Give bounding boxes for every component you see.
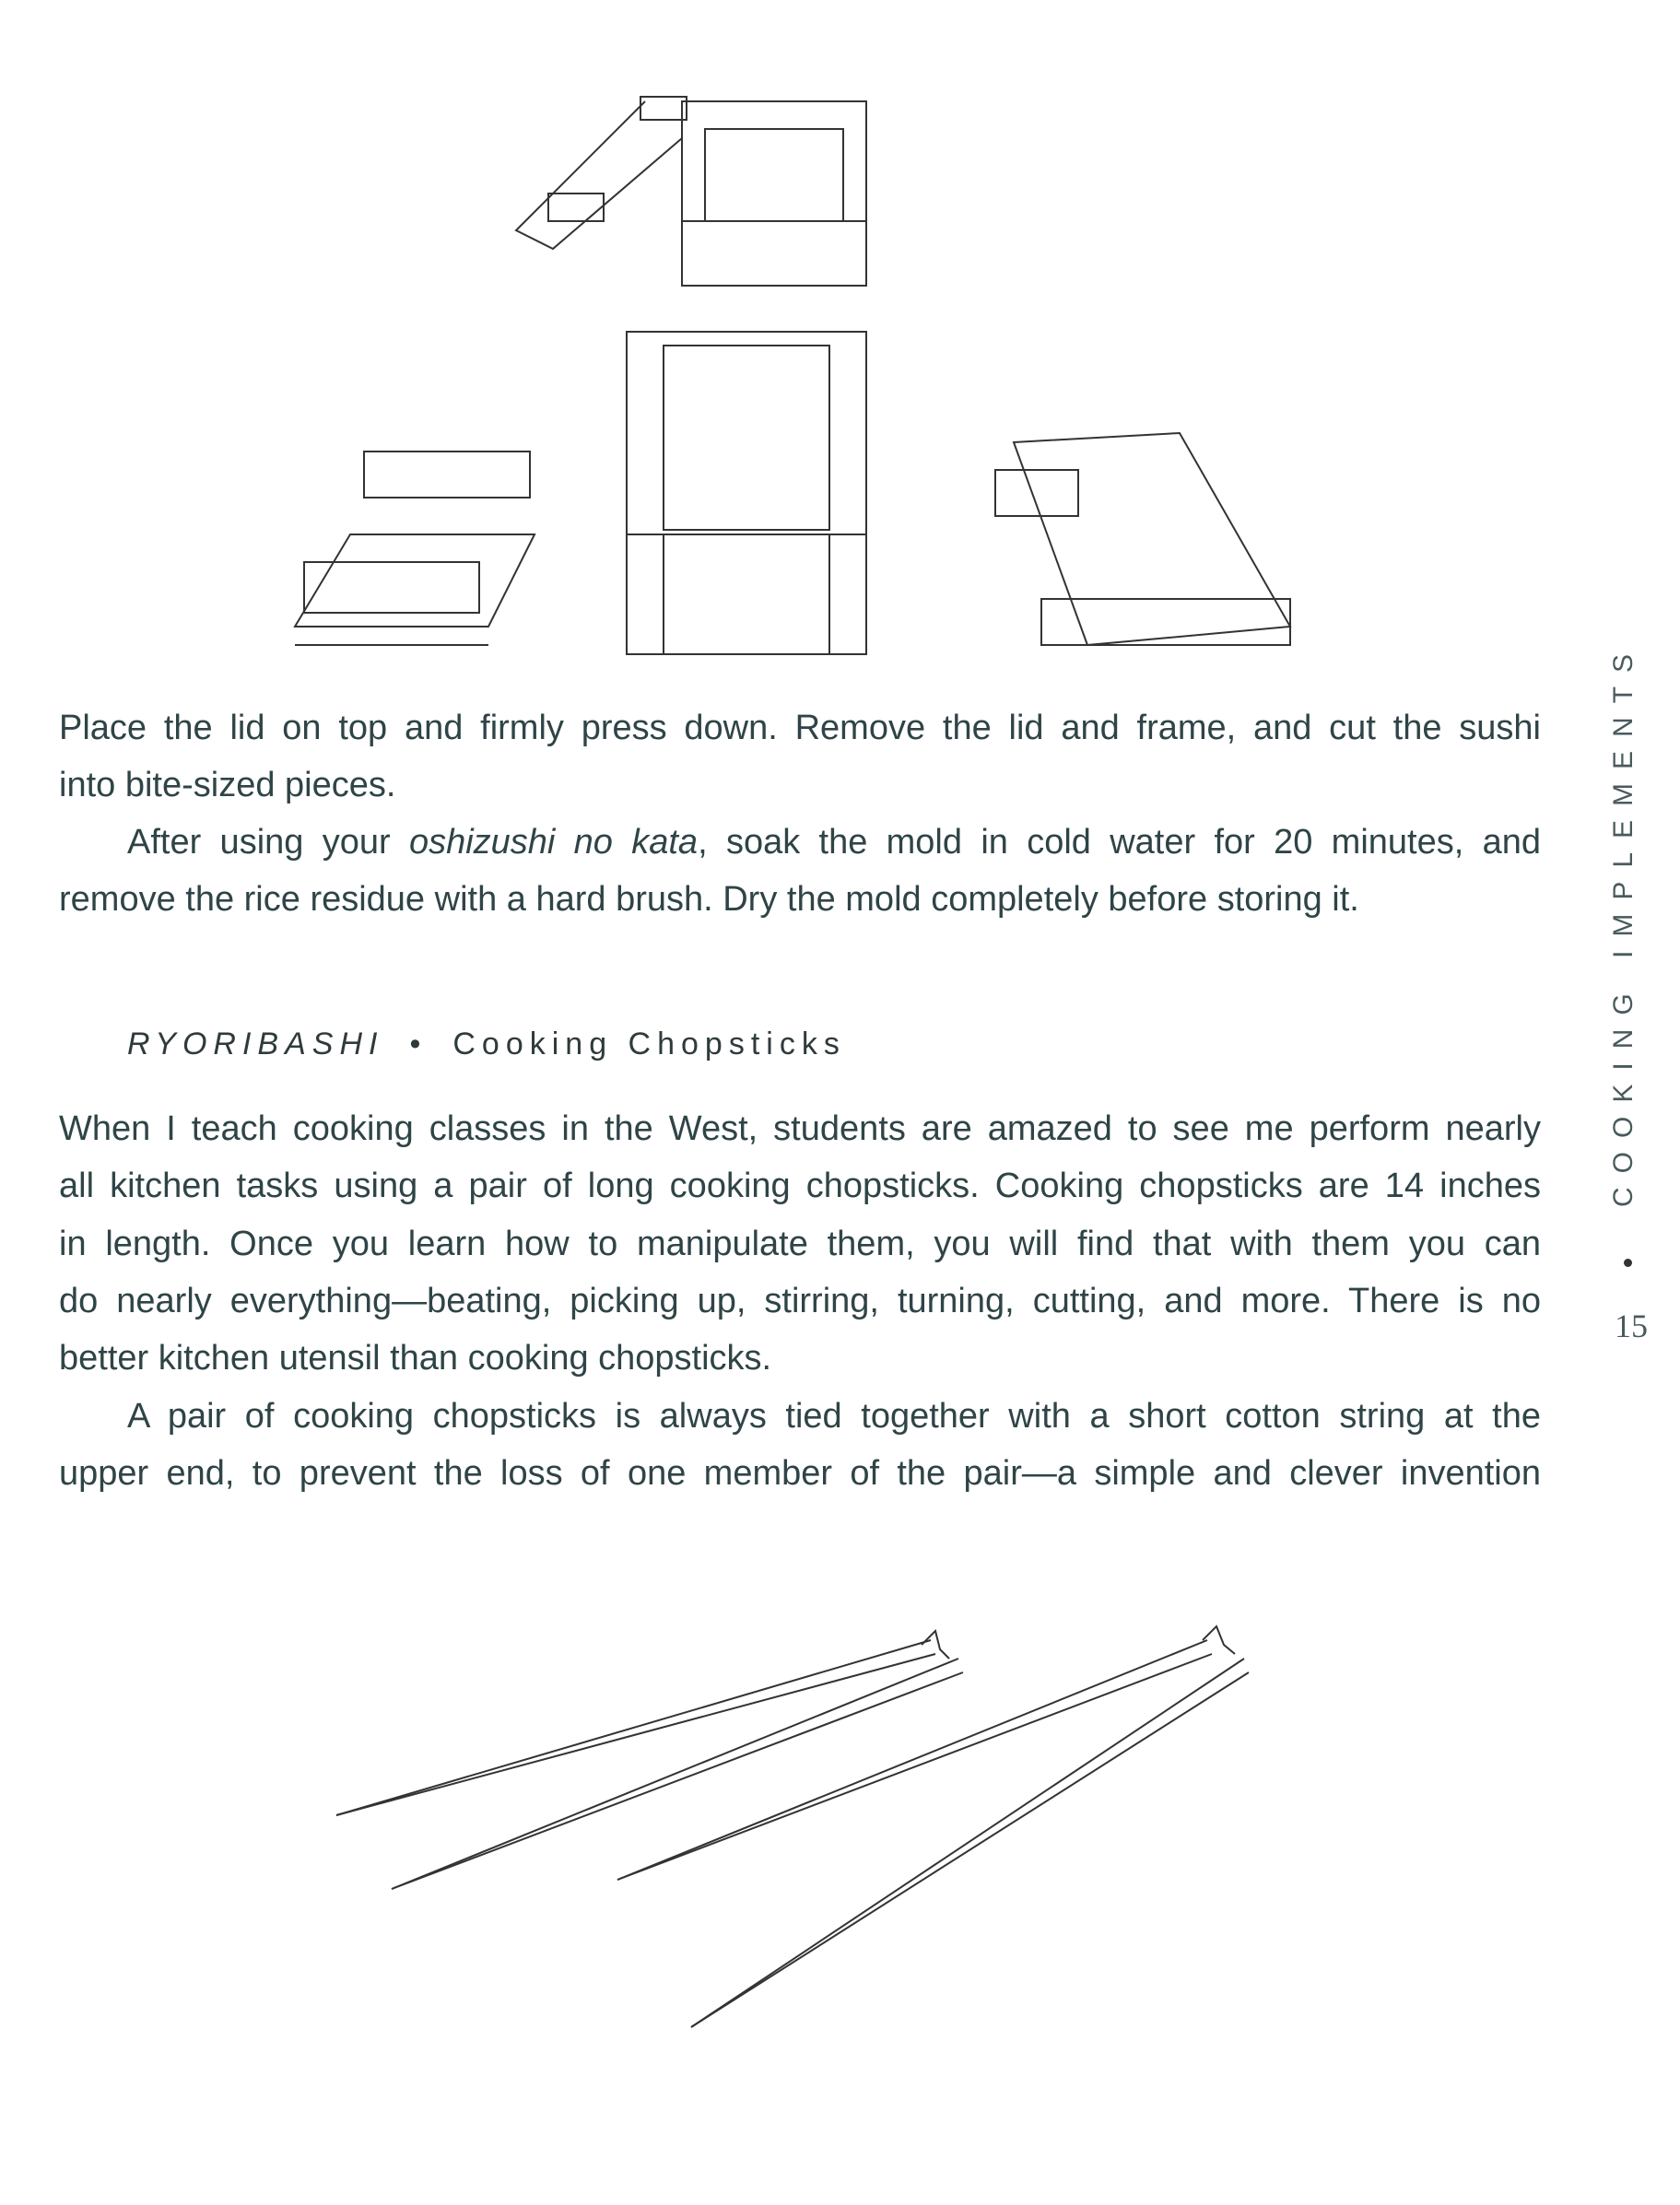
text-line: better kitchen utensil than cooking chopsticks. — [59, 1339, 772, 1378]
text-line: When I teach cooking classes in the West, students are amazed to see me perform nearly — [59, 1109, 1541, 1148]
bullet-separator — [1624, 1259, 1632, 1267]
text-line: upper end, to prevent the loss of one member of the pair—a simple and clever invention — [59, 1454, 1541, 1493]
section-heading — [127, 1026, 846, 1062]
text-line — [127, 822, 1541, 862]
text-line: Place the lid on top and firmly press down. Remove the lid and frame, and cut the sushi — [59, 709, 1541, 747]
text-line: do nearly everything—beating, picking up, stirring, turning, cutting, and more. There is no — [59, 1282, 1541, 1320]
text-line: in length. Once you learn how to manipulate them, you will find that with them you can — [59, 1225, 1541, 1263]
running-head: COOKING IMPLEMENTS — [1608, 639, 1639, 1207]
heading-english: Cooking Chopsticks — [452, 1026, 846, 1061]
sushi-mold-illustration — [276, 83, 1336, 673]
text-segment: After using your — [127, 823, 409, 862]
text-line: remove the rice residue with a hard brush. Dry the mold completely before storing it. — [59, 880, 1359, 919]
text-line: into bite-sized pieces. — [59, 766, 396, 804]
heading-japanese: RYORIBASHI — [127, 1026, 384, 1061]
heading-separator: • — [409, 1026, 428, 1061]
text-segment: , soak the mold in cold water for 20 minutes, and — [698, 823, 1541, 862]
text-line: A pair of cooking chopsticks is always tied together with a short cotton string at the — [127, 1397, 1541, 1436]
page-number: 15 — [1615, 1308, 1648, 1344]
italic-term: oshizushi no kata — [408, 823, 699, 862]
chopsticks-illustration — [323, 1603, 1290, 2046]
text-line: all kitchen tasks using a pair of long cooking chopsticks. Cooking chopsticks are 14 inches — [59, 1167, 1541, 1205]
